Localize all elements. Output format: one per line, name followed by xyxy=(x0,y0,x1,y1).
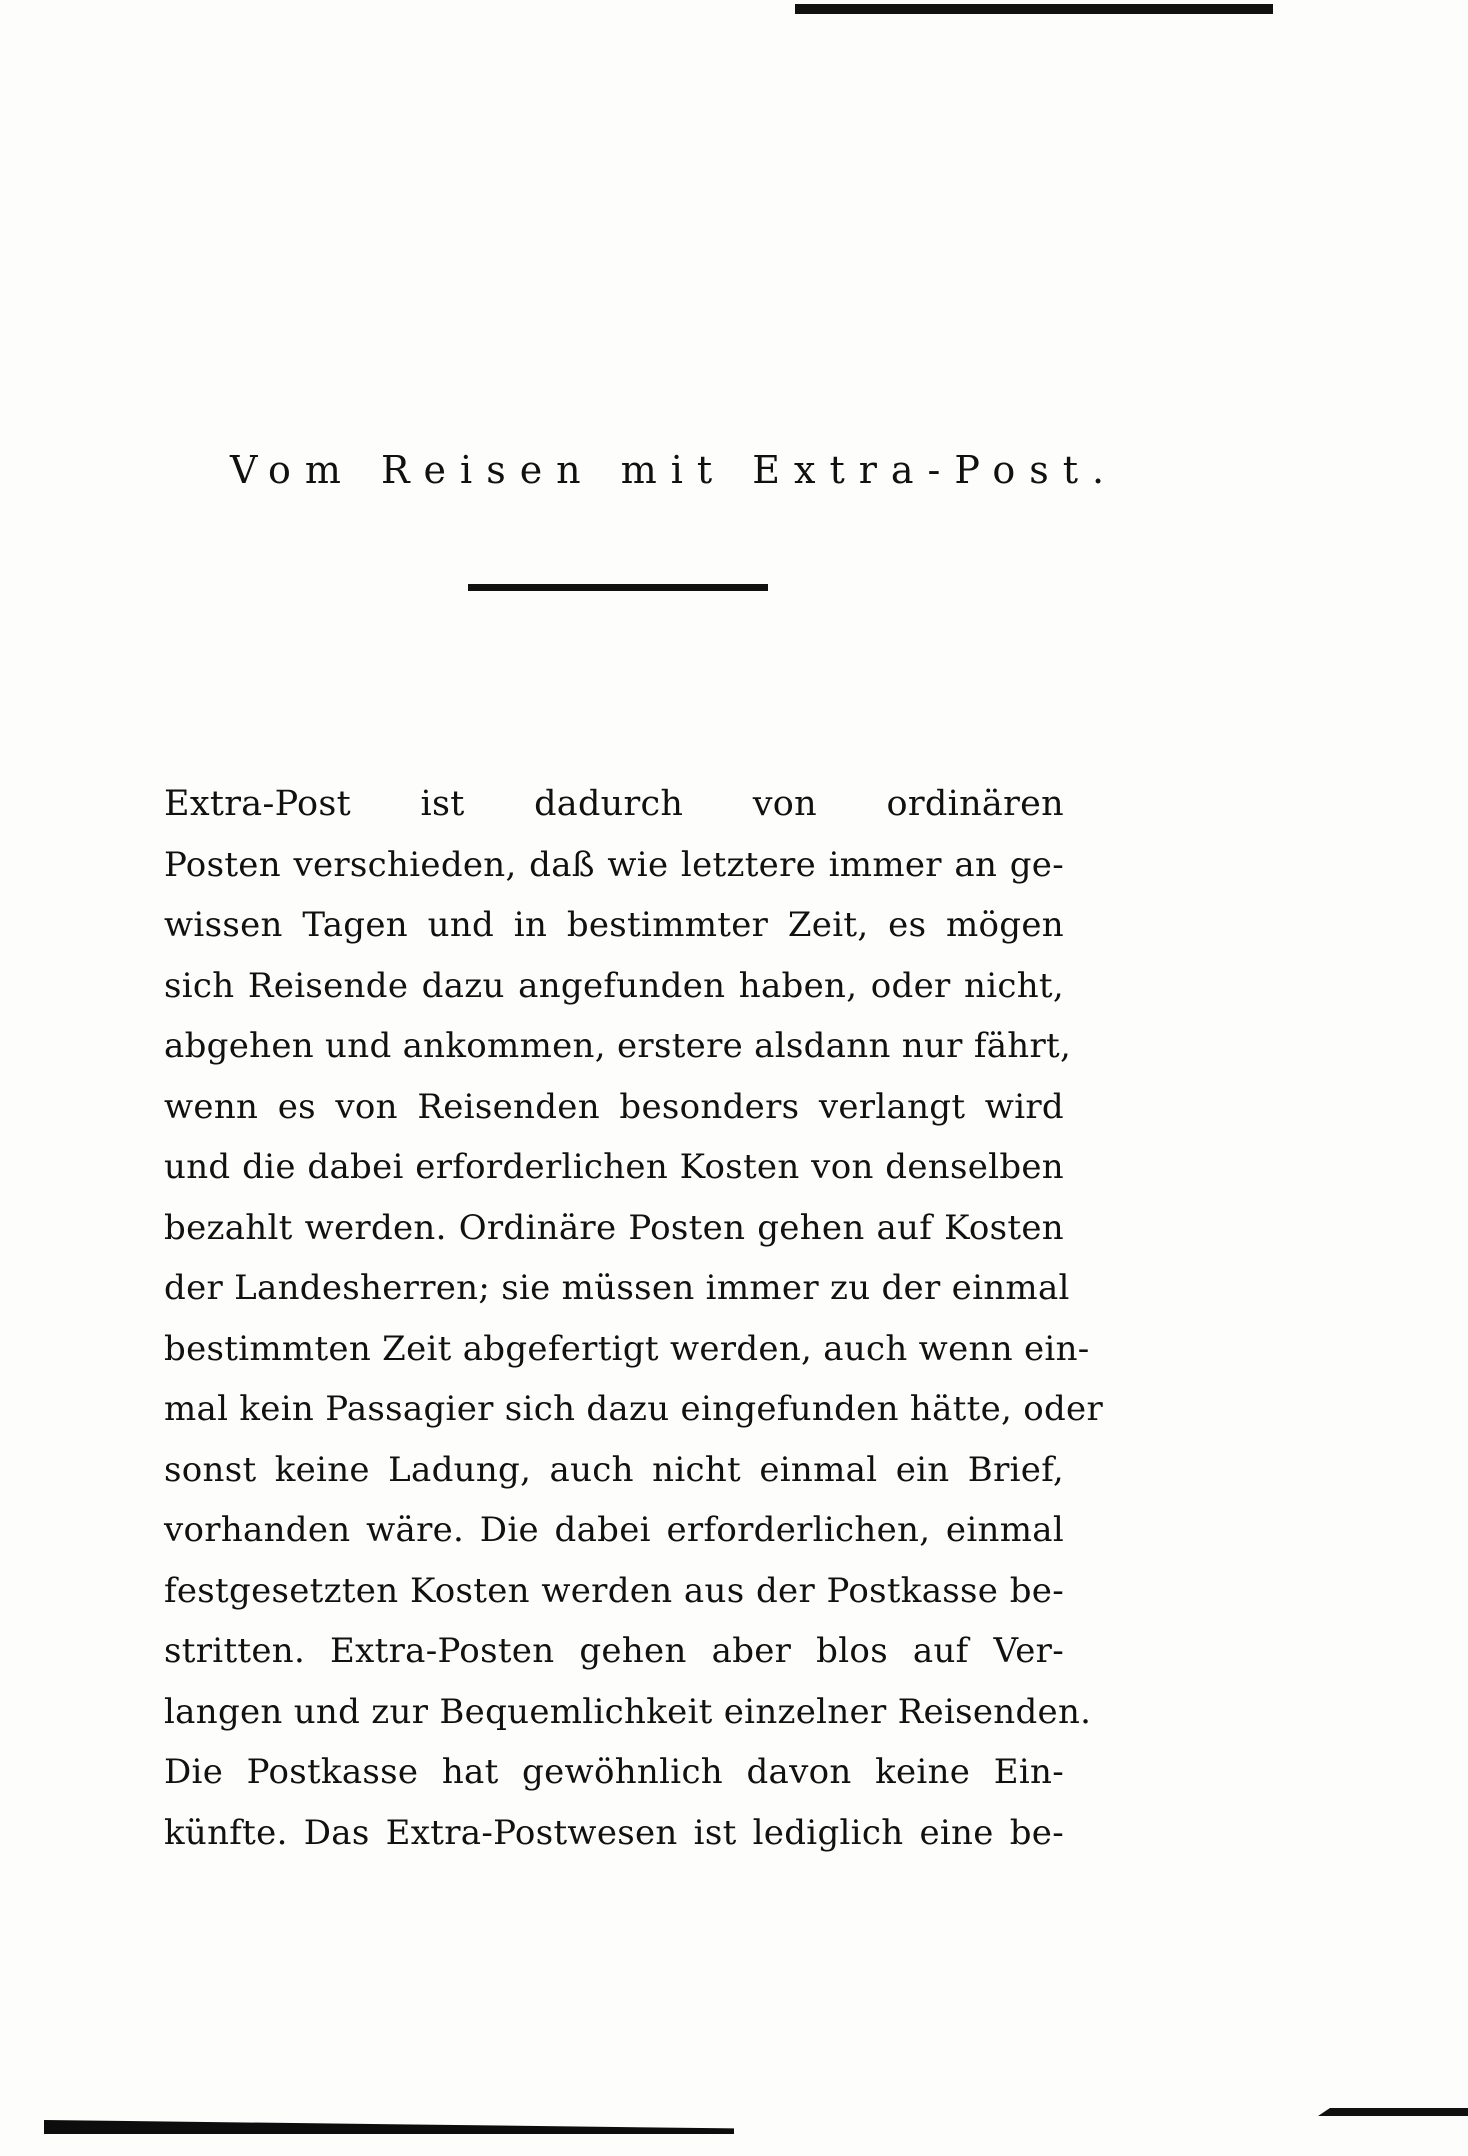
top-border-rule xyxy=(795,4,1273,14)
text-line: sich Reisende dazu angefunden haben, oder nicht, xyxy=(164,965,1064,1006)
text-line: bestimmten Zeit abgefertigt werden, auch wenn ein- xyxy=(164,1328,1090,1369)
text-line: Extra-Post ist dadurch von ordinären xyxy=(164,784,1064,824)
text-line: wenn es von Reisenden besonders verlangt wird xyxy=(164,1086,1064,1127)
text-line: Die Postkasse hat gewöhnlich davon keine Ein- xyxy=(164,1752,1064,1792)
chapter-heading: Vom Reisen mit Extra-Post. xyxy=(230,448,1119,492)
text-line: der Landesherren; sie müssen immer zu der einmal xyxy=(164,1268,1070,1308)
text-line: wissen Tagen und in bestimmter Zeit, es mögen xyxy=(164,905,1064,945)
text-line: Posten verschieden, daß wie letztere immer an ge- xyxy=(164,844,1064,885)
text-line: vorhanden wäre. Die dabei erforderlichen, einmal xyxy=(164,1510,1064,1550)
bottom-right-rule xyxy=(1318,2108,1468,2116)
body-paragraph xyxy=(164,774,1104,1863)
text-line: festgesetzten Kosten werden aus der Postkasse be- xyxy=(164,1570,1064,1611)
text-line: sonst keine Ladung, auch nicht einmal ein Brief, xyxy=(164,1449,1064,1490)
text-line: stritten. Extra-Posten gehen aber blos auf Ver- xyxy=(164,1631,1064,1671)
text-line: abgehen und ankommen, erstere alsdann nur fährt, xyxy=(164,1026,1072,1066)
text-line: langen und zur Bequemlichkeit einzelner Reisenden. xyxy=(164,1691,1092,1732)
bottom-left-rule xyxy=(44,2120,734,2134)
text-line: mal kein Passagier sich dazu eingefunden hätte, oder xyxy=(164,1389,1104,1429)
text-line: bezahlt werden. Ordinäre Posten gehen auf Kosten xyxy=(164,1207,1064,1248)
text-line: und die dabei erforderlichen Kosten von denselben xyxy=(164,1147,1064,1187)
text-line: künfte. Das Extra-Postwesen ist lediglich eine be- xyxy=(164,1812,1064,1853)
heading-divider-rule xyxy=(468,584,768,591)
